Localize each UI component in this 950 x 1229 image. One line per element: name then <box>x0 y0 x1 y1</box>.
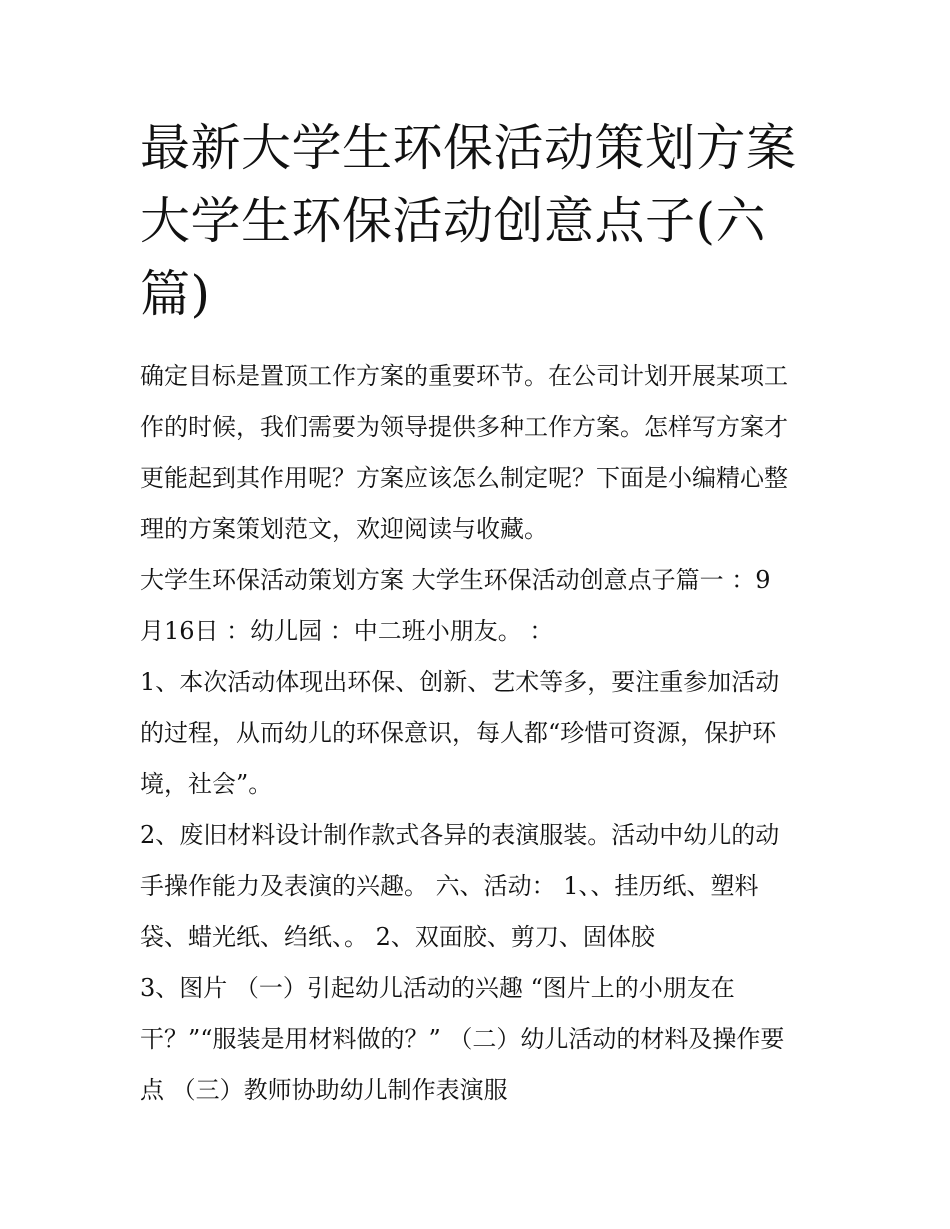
item-3-paragraph <box>140 963 820 1116</box>
text-line: 大学生环保活动策划方案 大学生环保活动创意点子篇一 ：9 <box>140 566 771 594</box>
item-2-paragraph <box>140 810 820 963</box>
text-line: 境，社会”。 <box>140 770 273 798</box>
title-line-3: 篇) <box>140 265 211 323</box>
text-line: 作的时候，我们需要为领导提供多种工作方案。怎样写方案才 <box>140 413 788 441</box>
text-line: 干？”“服装是用材料做的？” （二）幼儿活动的材料及操作要 <box>140 1025 785 1053</box>
title-line-1: 最新大学生环保活动策划方案 <box>140 119 797 177</box>
text-line: 2、废旧材料设计制作款式各异的表演服装。活动中幼儿的动 <box>140 821 780 849</box>
text-line: 月16日 ：幼儿园 ：中二班小朋友。 ： <box>140 617 554 645</box>
document-title <box>140 112 820 331</box>
text-line: 的过程，从而幼儿的环保意识，每人都“珍惜可资源，保护环 <box>140 719 777 747</box>
section-heading-paragraph <box>140 555 820 657</box>
text-line: 理的方案策划范文，欢迎阅读与收藏。 <box>140 515 548 543</box>
item-1-paragraph <box>140 657 820 810</box>
title-line-2: 大学生环保活动创意点子(六 <box>140 192 767 250</box>
intro-paragraph <box>140 351 820 555</box>
document-body <box>140 351 820 1116</box>
text-line: 确定目标是置顶工作方案的重要环节。在公司计划开展某项工 <box>140 362 788 390</box>
text-line: 更能起到其作用呢？方案应该怎么制定呢？下面是小编精心整 <box>140 464 788 492</box>
text-line: 1、本次活动体现出环保、创新、艺术等多，要注重参加活动 <box>140 668 780 696</box>
text-line: 3、图片 （一）引起幼儿活动的兴趣 “图片上的小朋友在 <box>140 974 735 1002</box>
text-line: 袋、蜡光纸、绉纸、。 2、双面胶、剪刀、固体胶 <box>140 923 655 951</box>
text-line: 手操作能力及表演的兴趣。 六、活动： 1、、挂历纸、塑料 <box>140 872 759 900</box>
text-line: 点 （三）教师协助幼儿制作表演服 <box>140 1076 508 1104</box>
